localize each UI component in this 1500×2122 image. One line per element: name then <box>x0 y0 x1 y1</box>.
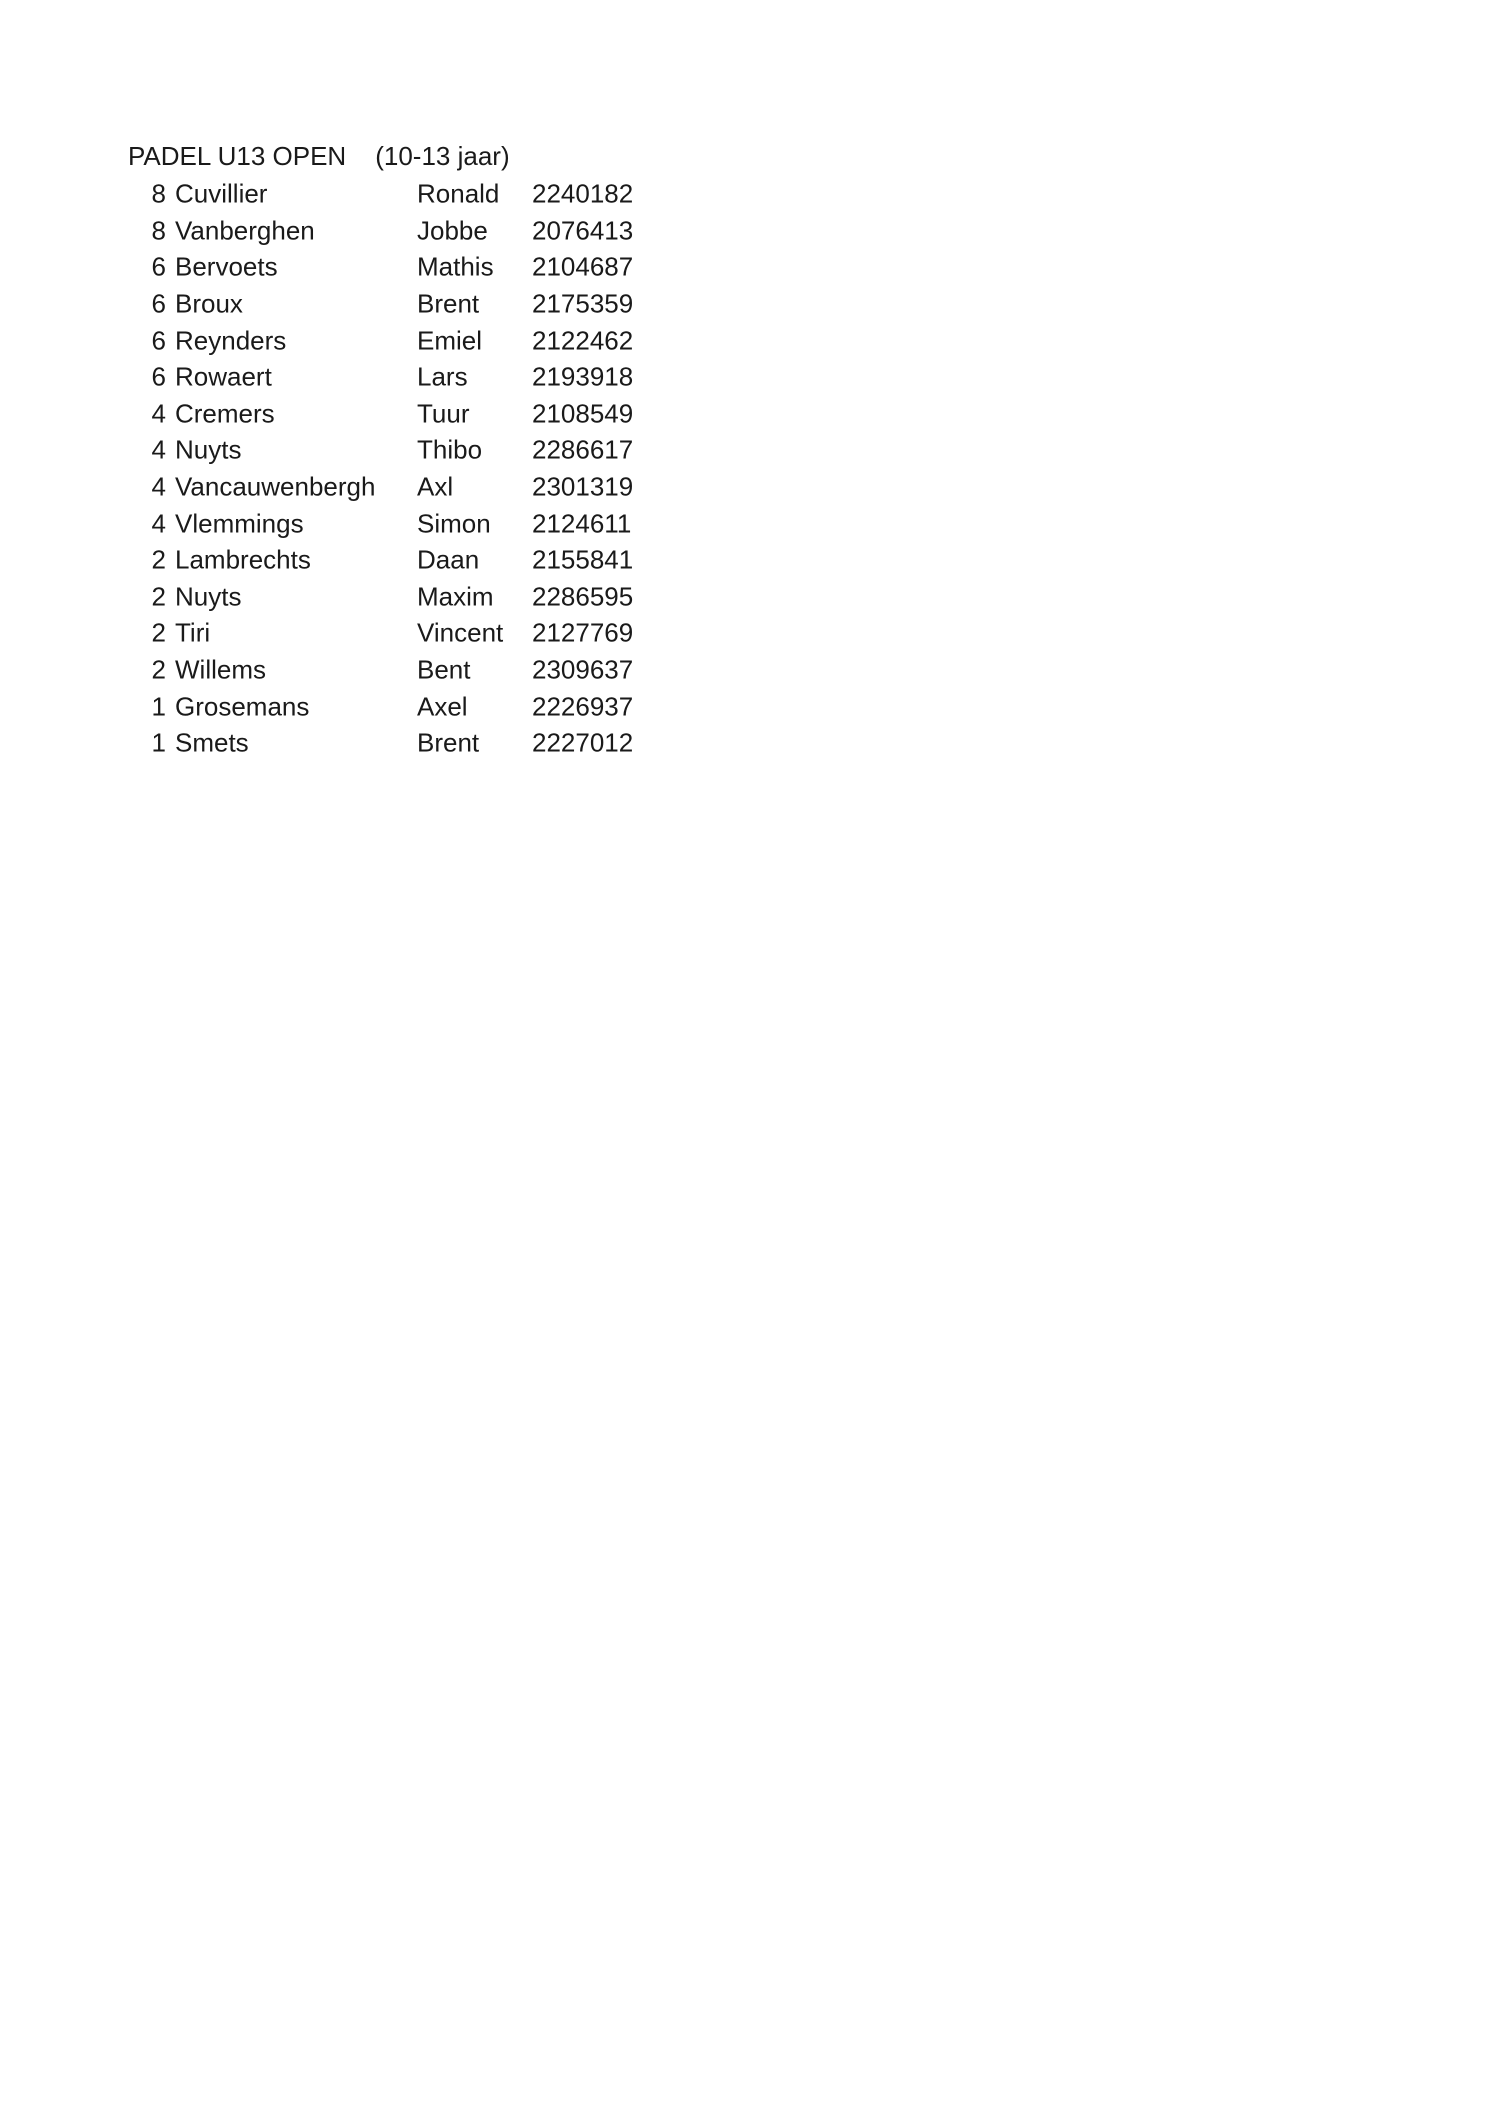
lastname-cell: Cremers <box>175 398 275 429</box>
lastname-cell: Vlemmings <box>175 508 304 539</box>
points-cell: 6 <box>151 325 166 356</box>
license-cell: 2309637 <box>532 654 634 685</box>
points-cell: 8 <box>151 215 166 246</box>
points-cell: 2 <box>151 544 166 575</box>
table-row <box>128 579 688 616</box>
license-cell: 2155841 <box>532 544 634 575</box>
page-title <box>128 141 510 171</box>
table-row <box>128 505 688 542</box>
firstname-cell: Tuur <box>417 398 470 429</box>
table-row <box>128 469 688 506</box>
license-cell: 2127769 <box>532 617 634 648</box>
firstname-cell: Jobbe <box>417 215 488 246</box>
table-row <box>128 432 688 469</box>
firstname-cell: Brent <box>417 288 480 319</box>
title-age-range: (10-13 jaar) <box>375 141 510 171</box>
table-row <box>128 542 688 579</box>
points-cell: 4 <box>151 434 166 465</box>
points-cell: 6 <box>151 251 166 282</box>
table-row <box>128 213 688 250</box>
table-row <box>128 176 688 213</box>
table-row <box>128 322 688 359</box>
table-row <box>128 359 688 396</box>
lastname-cell: Vanberghen <box>175 215 315 246</box>
table-row <box>128 286 688 323</box>
lastname-cell: Grosemans <box>175 691 310 722</box>
points-cell: 2 <box>151 581 166 612</box>
license-cell: 2286617 <box>532 434 634 465</box>
points-cell: 1 <box>151 691 166 722</box>
license-cell: 2193918 <box>532 361 634 392</box>
lastname-cell: Nuyts <box>175 434 242 465</box>
license-cell: 2301319 <box>532 471 634 502</box>
lastname-cell: Cuvillier <box>175 178 268 209</box>
firstname-cell: Vincent <box>417 617 504 648</box>
title-text: PADEL U13 OPEN <box>128 141 347 171</box>
firstname-cell: Emiel <box>417 325 483 356</box>
license-cell: 2286595 <box>532 581 634 612</box>
license-cell: 2124611 <box>532 508 632 539</box>
lastname-cell: Smets <box>175 727 249 758</box>
license-cell: 2227012 <box>532 727 634 758</box>
firstname-cell: Maxim <box>417 581 494 612</box>
ranking-table <box>128 176 688 762</box>
table-row <box>128 688 688 725</box>
firstname-cell: Lars <box>417 361 468 392</box>
lastname-cell: Tiri <box>175 617 211 648</box>
firstname-cell: Brent <box>417 727 480 758</box>
lastname-cell: Nuyts <box>175 581 242 612</box>
lastname-cell: Reynders <box>175 325 287 356</box>
firstname-cell: Ronald <box>417 178 500 209</box>
lastname-cell: Bervoets <box>175 251 278 282</box>
license-cell: 2104687 <box>532 251 634 282</box>
points-cell: 4 <box>151 398 166 429</box>
license-cell: 2076413 <box>532 215 634 246</box>
firstname-cell: Axl <box>417 471 454 502</box>
table-row <box>128 652 688 689</box>
points-cell: 8 <box>151 178 166 209</box>
license-cell: 2226937 <box>532 691 634 722</box>
lastname-cell: Vancauwenbergh <box>175 471 376 502</box>
points-cell: 6 <box>151 288 166 319</box>
firstname-cell: Mathis <box>417 251 494 282</box>
lastname-cell: Lambrechts <box>175 544 311 575</box>
firstname-cell: Simon <box>417 508 491 539</box>
points-cell: 1 <box>151 727 166 758</box>
table-row <box>128 396 688 433</box>
firstname-cell: Thibo <box>417 434 483 465</box>
license-cell: 2175359 <box>532 288 634 319</box>
points-cell: 4 <box>151 508 166 539</box>
lastname-cell: Willems <box>175 654 266 685</box>
points-cell: 4 <box>151 471 166 502</box>
table-row <box>128 615 688 652</box>
license-cell: 2240182 <box>532 178 634 209</box>
lastname-cell: Broux <box>175 288 243 319</box>
points-cell: 6 <box>151 361 166 392</box>
points-cell: 2 <box>151 617 166 648</box>
firstname-cell: Axel <box>417 691 468 722</box>
lastname-cell: Rowaert <box>175 361 272 392</box>
license-cell: 2122462 <box>532 325 634 356</box>
points-cell: 2 <box>151 654 166 685</box>
firstname-cell: Daan <box>417 544 480 575</box>
table-row <box>128 725 688 762</box>
firstname-cell: Bent <box>417 654 471 685</box>
license-cell: 2108549 <box>532 398 634 429</box>
table-row <box>128 249 688 286</box>
